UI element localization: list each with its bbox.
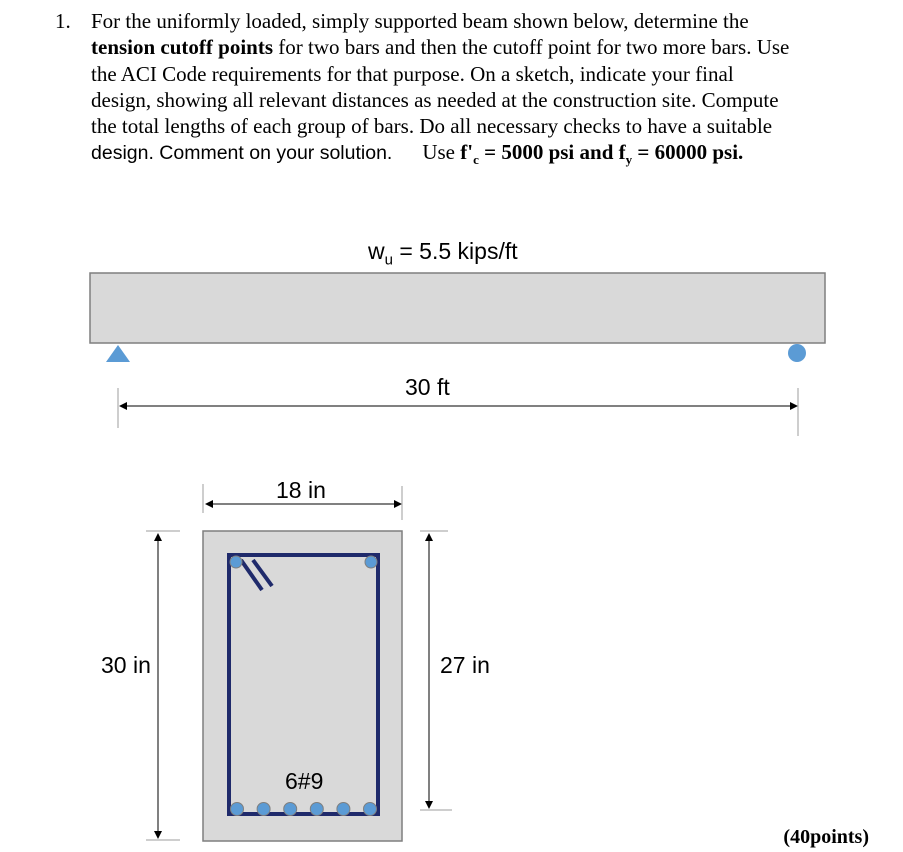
load-label [368,238,518,269]
width-label: 18 in [276,477,326,503]
span-label: 30 ft [405,374,450,400]
load-value: = 5.5 kips/ft [392,238,518,264]
problem-line-1: For the uniformly loaded, simply supported beam shown below, determine the [91,9,749,33]
bottom-bar [284,803,297,816]
load-subscript: u [384,251,393,269]
roller-support-icon [788,344,806,362]
bars-label: 6#9 [285,768,324,794]
height-label: 30 in [101,652,151,678]
bottom-bar [364,803,377,816]
problem-number: 1. [55,9,71,33]
top-bar-right [365,556,377,568]
bottom-bar [310,803,323,816]
fy-subscript: y [625,152,633,168]
fy-value: = 60000 psi. [632,140,744,165]
depth-label: 27 in [440,652,490,678]
beam-body [90,273,825,343]
fc-value: = 5000 psi and [478,140,619,165]
points-label: (40points) [783,826,869,848]
bottom-bar [231,803,244,816]
tension-cutoff-term: tension cutoff points [91,35,274,60]
fc-subscript: c [473,152,479,168]
fc-symbol: f' [460,140,474,165]
given-prefix: Use [422,140,461,165]
problem-line-5: the total lengths of each group of bars. Do all necessary checks to have a suitable [91,114,773,139]
problem-line-4: design, showing all relevant distances as needed at the construction site. Compute [91,87,779,112]
fy-symbol: f [618,140,626,165]
problem-line-3: the ACI Code requirements for that purpose. On a sketch, indicate your final [91,61,734,86]
load-symbol: w [368,238,385,264]
top-bar-left [230,556,242,568]
bottom-bar [337,803,350,816]
pin-support-icon [106,345,130,362]
problem-line-2-rest: for two bars and then the cutoff point for two more bars. Use [273,35,790,60]
problem-line-6-text: design. Comment on your solution. [91,142,393,165]
bottom-bar [257,803,270,816]
